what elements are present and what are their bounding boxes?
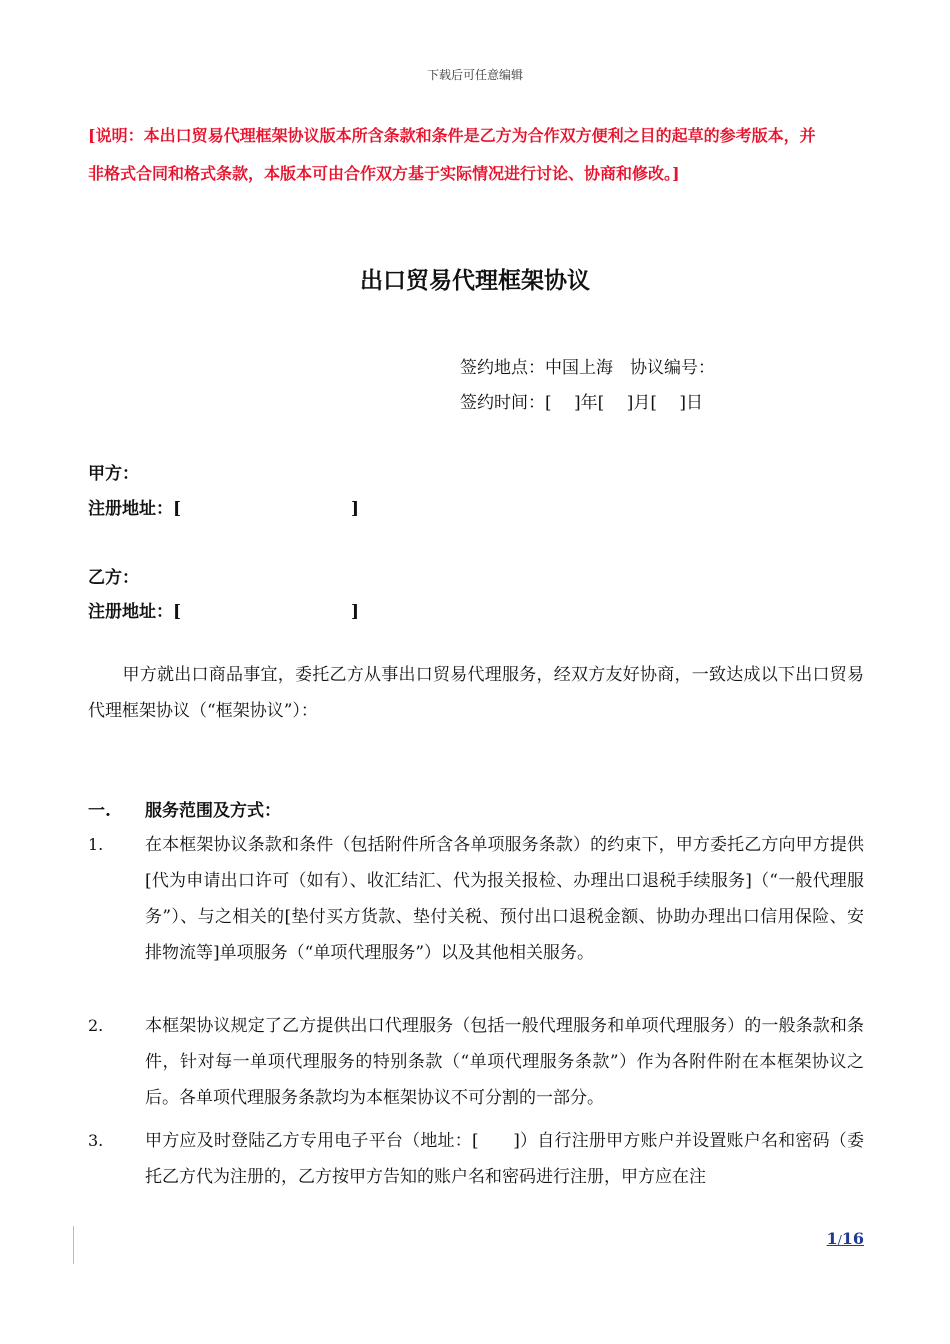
header-note: 下载后可任意编辑 bbox=[426, 68, 523, 82]
clause-2-number: 2. bbox=[88, 1016, 104, 1035]
page-separator: / bbox=[837, 1233, 842, 1247]
page-current: 1 bbox=[826, 1229, 838, 1248]
party-b-address: 注册地址：[ ] bbox=[88, 602, 360, 622]
clause-2-text: 本框架协议规定了乙方提供出口代理服务（包括一般代理服务和单项代理服务）的一般条款和条件，针对每一单项代理服务的特别条款（“单项代理服务条款”）作为各附件附在本框架协议之后。各单项代理服务条款均为本框架协议不可分割的一部分。 bbox=[145, 1016, 864, 1108]
section-1-title: 服务范围及方式： bbox=[145, 801, 281, 821]
clause-3-number: 3. bbox=[88, 1131, 104, 1150]
clause-1-number: 1. bbox=[88, 835, 104, 854]
page-number bbox=[827, 1229, 864, 1248]
clause-1-text: 在本框架协议条款和条件（包括附件所含各单项服务条款）的约束下，甲方委托乙方向甲方提供[代为申请出口许可（如有）、收汇结汇、代为报关报检、办理出口退税手续服务]（“一般代理服务”）、与之相关的[垫付买方货款、垫付关税、预付出口退税金额、协助办理出口信用保险、安排物流等]单项服务（“单项代理服务”）以及其他相关服务。 bbox=[145, 835, 864, 963]
party-a-label: 甲方： bbox=[88, 464, 139, 484]
signing-place: 签约地点：中国上海 协议编号： bbox=[460, 358, 715, 378]
clause-3-text: 甲方应及时登陆乙方专用电子平台（地址：[ ]）自行注册甲方账户并设置账户名和密码（委托乙方代为注册的，乙方按甲方告知的账户名和密码进行注册，甲方应在注 bbox=[145, 1131, 864, 1187]
document-title: 出口贸易代理框架协议 bbox=[360, 267, 590, 294]
section-1-heading bbox=[88, 796, 281, 821]
footer-divider bbox=[73, 1226, 74, 1264]
signing-date: 签约时间：[ ]年[ ]月[ ]日 bbox=[460, 393, 704, 413]
party-b-label: 乙方： bbox=[88, 568, 139, 588]
notice-line-1: [说明：本出口贸易代理框架协议版本所含条款和条件是乙方为合作双方便利之目的起草的参考版本，并 bbox=[88, 126, 816, 145]
notice-line-2: 非格式合同和格式条款，本版本可由合作双方基于实际情况进行讨论、协商和修改。] bbox=[88, 164, 680, 183]
party-a-address: 注册地址：[ ] bbox=[88, 499, 360, 519]
section-1-number: 一. bbox=[88, 801, 111, 821]
preamble: 甲方就出口商品事宜，委托乙方从事出口贸易代理服务，经双方友好协商，一致达成以下出口贸易代理框架协议（“框架协议”）： bbox=[88, 665, 864, 721]
page-total: 16 bbox=[841, 1229, 864, 1248]
